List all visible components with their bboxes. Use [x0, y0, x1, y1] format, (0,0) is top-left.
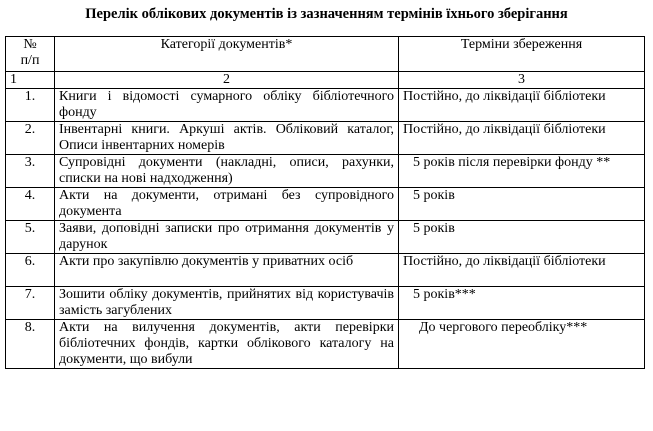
row-category: Заяви, доповідні записки про отримання документів у дарунок: [55, 221, 399, 254]
table-header-row: [6, 37, 645, 72]
row-period: До чергового переобліку***: [399, 320, 645, 369]
row-category: Акти на вилучення документів, акти перевірки бібліотечних фондів, картки облікового каталогу на документи, що вибули: [55, 320, 399, 369]
row-category: Акти на документи, отримані без супровідного документа: [55, 188, 399, 221]
row-number: 4.: [6, 188, 55, 221]
table-row: [6, 221, 645, 254]
row-category: Зошити обліку документів, прийнятих від користувачів замість загублених: [55, 287, 399, 320]
row-period: 5 років: [399, 188, 645, 221]
header-number-sign: №: [23, 37, 37, 52]
table-row: [6, 155, 645, 188]
header-period: Терміни збереження: [399, 37, 645, 72]
row-category: Інвентарні книги. Аркуші актів. Обліковий каталог, Описи інвентарних номерів: [55, 122, 399, 155]
retention-table: [5, 36, 645, 369]
row-period: Постійно, до ліквідації бібліотеки: [399, 122, 645, 155]
table-row: [6, 89, 645, 122]
row-number: 7.: [6, 287, 55, 320]
table-row: [6, 122, 645, 155]
row-number: 3.: [6, 155, 55, 188]
row-number: 6.: [6, 254, 55, 287]
table-row: [6, 287, 645, 320]
row-number: 2.: [6, 122, 55, 155]
row-category: Акти про закупівлю документів у приватних осіб: [55, 254, 399, 287]
row-period: 5 років***: [399, 287, 645, 320]
row-period: 5 років: [399, 221, 645, 254]
document-title: Перелік облікових документів із зазначенням термінів їхнього зберігання: [85, 6, 568, 22]
row-number: 1.: [6, 89, 55, 122]
header-category: Категорії документів*: [55, 37, 399, 72]
column-index-cell: 2: [55, 72, 399, 89]
row-number: 5.: [6, 221, 55, 254]
row-number: 8.: [6, 320, 55, 369]
row-category: Книги і відомості сумарного обліку бібліотечного фонду: [55, 89, 399, 122]
table-row: [6, 254, 645, 287]
header-number: [6, 37, 55, 72]
header-number-abbr: п/п: [20, 53, 40, 68]
row-period: 5 років після перевірки фонду **: [399, 155, 645, 188]
table-row: [6, 188, 645, 221]
column-index-row: [6, 72, 645, 89]
column-index-cell: 1: [6, 72, 55, 89]
row-category: Супровідні документи (накладні, описи, рахунки, списки на нові надходження): [55, 155, 399, 188]
row-period: Постійно, до ліквідації бібліотеки: [399, 89, 645, 122]
column-index-cell: 3: [399, 72, 645, 89]
row-period: Постійно, до ліквідації бібліотеки: [399, 254, 645, 287]
table-row: [6, 320, 645, 369]
